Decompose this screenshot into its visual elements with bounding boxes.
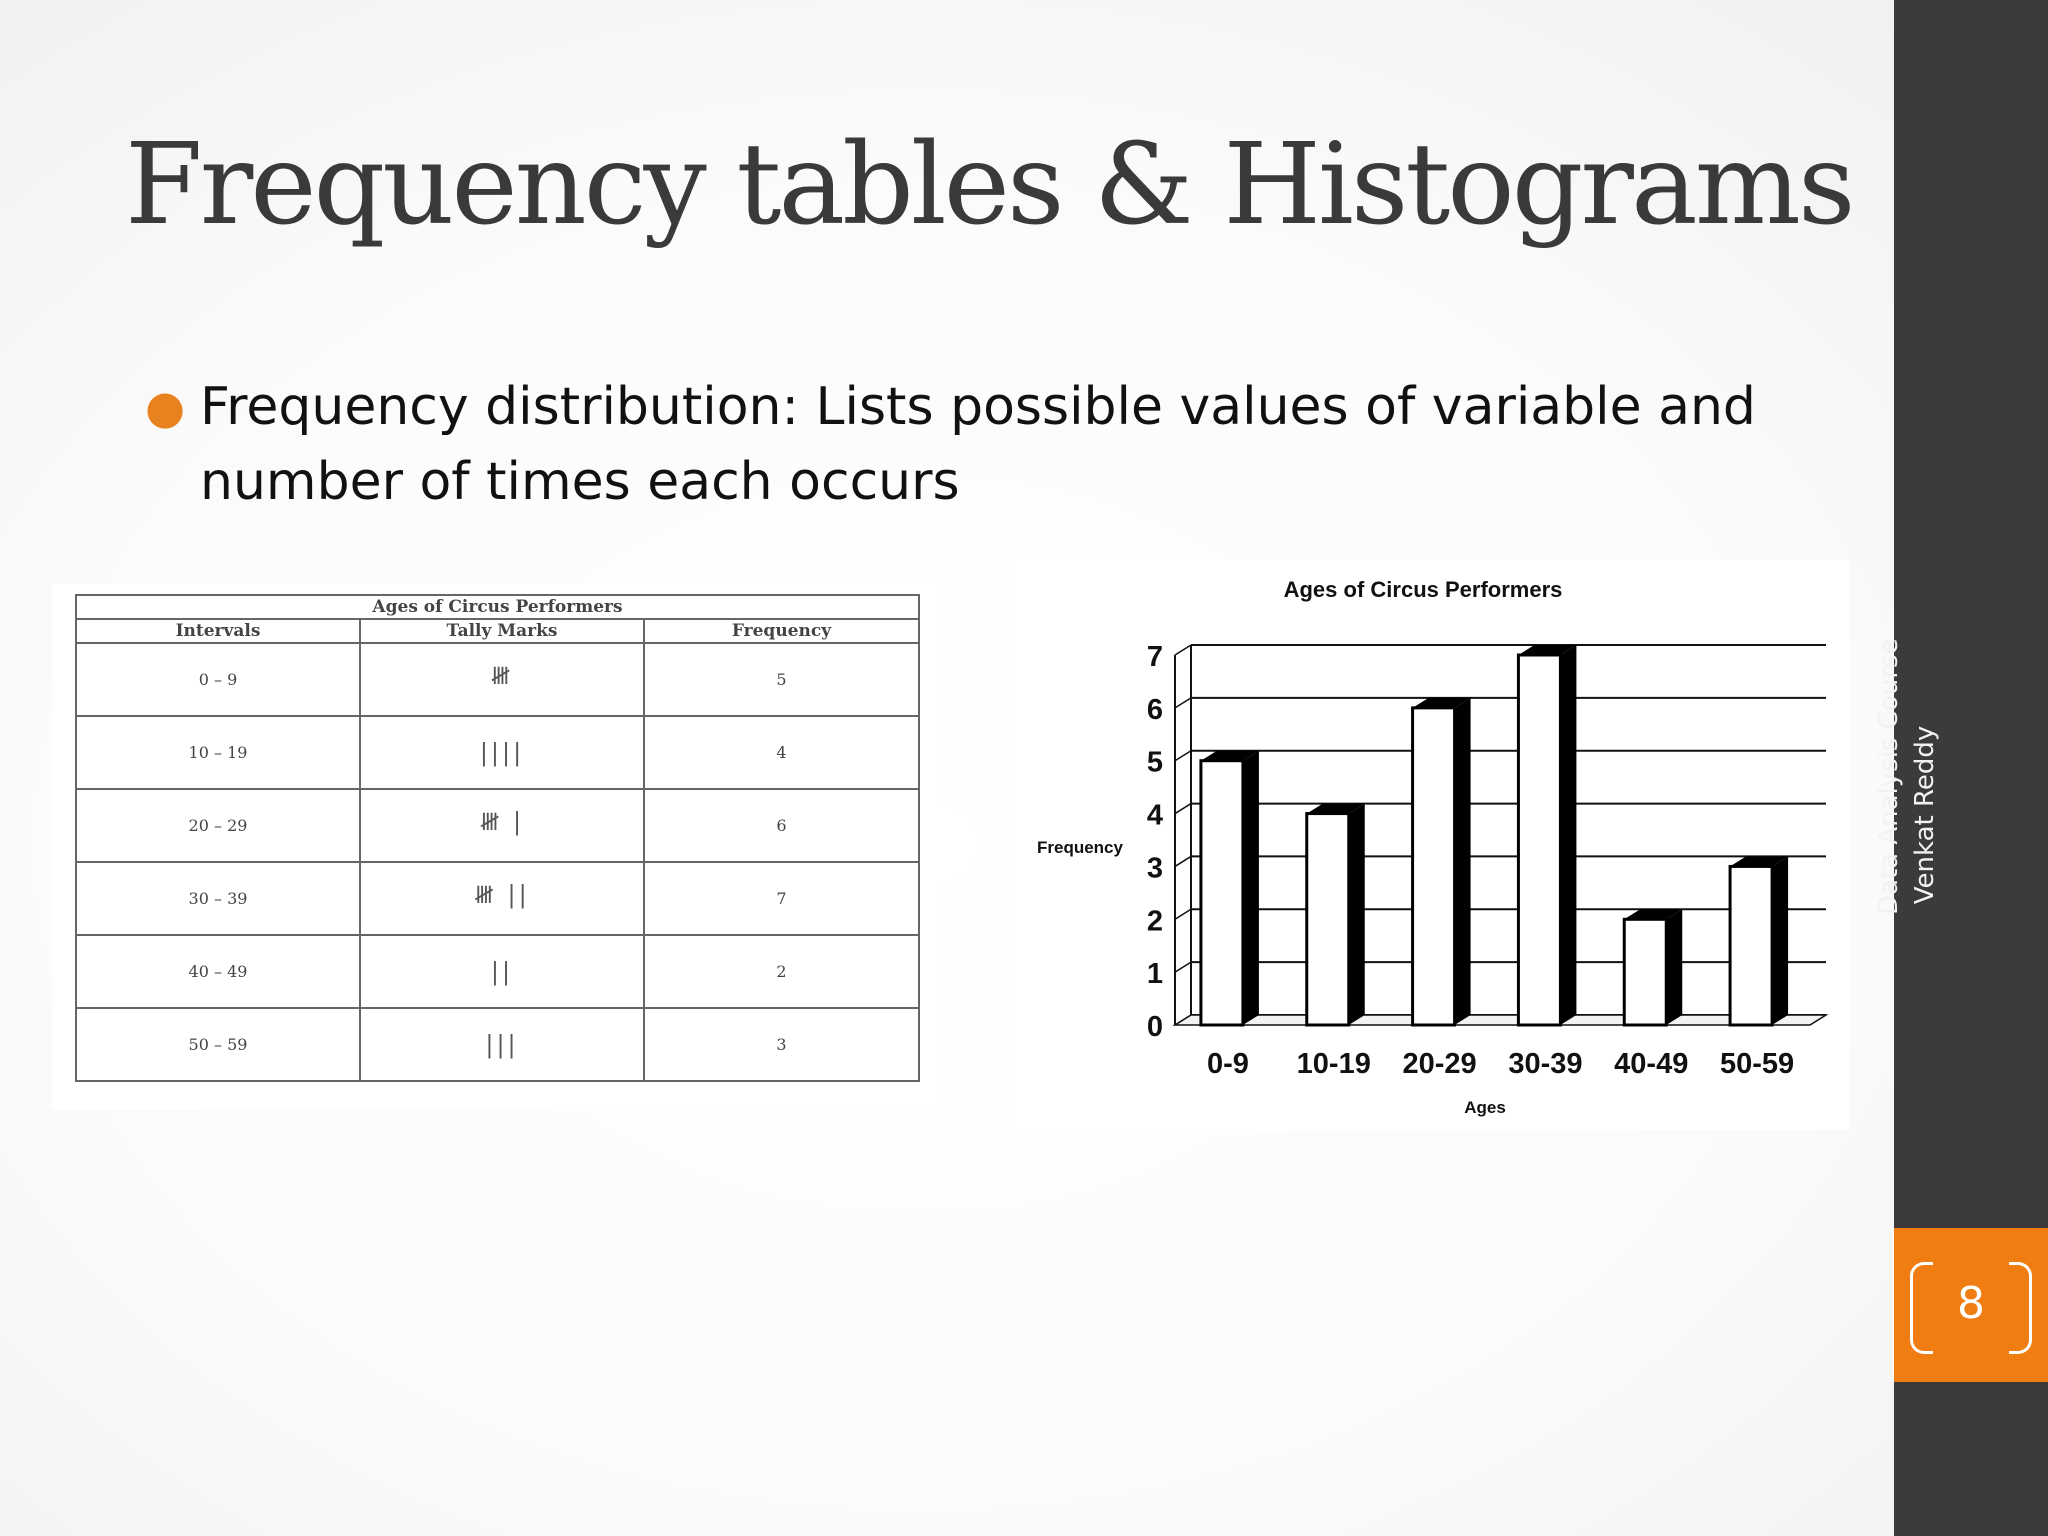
y-tick-label: 3 — [1146, 852, 1163, 885]
bullet-text: Frequency distribution: Lists possible values of variable and number of times each occurs — [200, 377, 1756, 512]
table-row — [76, 789, 919, 862]
x-tick-label: 0-9 — [1206, 1048, 1249, 1080]
frequency-cell: 2 — [644, 935, 919, 1008]
x-tick-label: 40-49 — [1614, 1048, 1689, 1080]
histogram-bar — [1518, 645, 1576, 1025]
histogram-bar — [1307, 804, 1365, 1025]
course-name: Data Analysis Course — [1874, 638, 1904, 915]
table-row — [76, 643, 919, 716]
y-tick-label: 1 — [1146, 958, 1163, 991]
x-tick-label: 20-29 — [1402, 1048, 1477, 1080]
interval-cell: 30 – 39 — [76, 862, 360, 935]
chart-title: Ages of Circus Performers — [1283, 577, 1563, 602]
tally-cell: 𝍸 | — [360, 789, 644, 862]
table-row — [76, 716, 919, 789]
bar-face — [1624, 919, 1666, 1025]
author-name: Venkat Reddy — [1910, 725, 1940, 905]
histogram-bar — [1201, 751, 1259, 1025]
bar-face — [1307, 814, 1349, 1025]
bar-face — [1518, 655, 1560, 1025]
y-tick-label: 0 — [1146, 1011, 1163, 1043]
tally-cell: 𝍸 || — [360, 862, 644, 935]
slide-title: Frequency tables & Histograms — [125, 120, 1853, 250]
frequency-table — [75, 594, 920, 1082]
y-tick-label: 2 — [1146, 905, 1163, 938]
histogram-svg — [1010, 560, 1850, 1130]
bar-side — [1349, 804, 1365, 1025]
frequency-table-image — [52, 584, 940, 1110]
frequency-cell: 3 — [644, 1008, 919, 1081]
bullet-dot-icon: ● — [145, 380, 186, 434]
y-tick-label: 6 — [1146, 693, 1163, 726]
tally-cell: || — [360, 935, 644, 1008]
interval-cell: 10 – 19 — [76, 716, 360, 789]
y-tick-label: 4 — [1146, 799, 1163, 832]
y-tick-label: 7 — [1146, 641, 1163, 673]
table-row — [76, 935, 919, 1008]
interval-cell: 0 – 9 — [76, 643, 360, 716]
histogram-bar — [1624, 909, 1682, 1025]
interval-cell: 50 – 59 — [76, 1008, 360, 1081]
x-tick-label: 30-39 — [1508, 1048, 1583, 1080]
column-header-tally-marks: Tally Marks — [360, 619, 644, 643]
table-row — [76, 862, 919, 935]
y-axis-label: Frequency — [1037, 838, 1123, 857]
bar-face — [1730, 866, 1772, 1025]
table-row — [76, 1008, 919, 1081]
interval-cell: 40 – 49 — [76, 935, 360, 1008]
column-header-intervals: Intervals — [76, 619, 360, 643]
tally-cell: ||| — [360, 1008, 644, 1081]
bar-side — [1455, 698, 1471, 1025]
histogram-bar — [1413, 698, 1471, 1025]
histogram-bar — [1730, 856, 1788, 1025]
column-header-frequency: Frequency — [644, 619, 919, 643]
x-tick-label: 50-59 — [1719, 1048, 1795, 1080]
bullet-list — [145, 370, 1845, 520]
interval-cell: 20 – 29 — [76, 789, 360, 862]
frequency-cell: 7 — [644, 862, 919, 935]
bar-side — [1560, 645, 1576, 1025]
bar-side — [1666, 909, 1682, 1025]
chart-floor — [1175, 1015, 1826, 1025]
bar-face — [1201, 761, 1243, 1025]
frequency-cell: 5 — [644, 643, 919, 716]
histogram-chart — [1010, 560, 1850, 1130]
tally-cell: 𝍸 — [360, 643, 644, 716]
bar-side — [1243, 751, 1259, 1025]
x-axis-label: Ages — [1464, 1098, 1506, 1117]
bar-side — [1772, 856, 1788, 1025]
side-caption — [1871, 638, 1943, 915]
x-tick-label: 10-19 — [1296, 1048, 1371, 1080]
frequency-cell: 4 — [644, 716, 919, 789]
tally-cell: |||| — [360, 716, 644, 789]
page-number: 8 — [1957, 1278, 1985, 1329]
y-tick-label: 5 — [1146, 746, 1163, 779]
page-number-badge — [1894, 1228, 2048, 1382]
table-caption: Ages of Circus Performers — [76, 595, 919, 619]
bar-face — [1413, 708, 1455, 1025]
frequency-cell: 6 — [644, 789, 919, 862]
